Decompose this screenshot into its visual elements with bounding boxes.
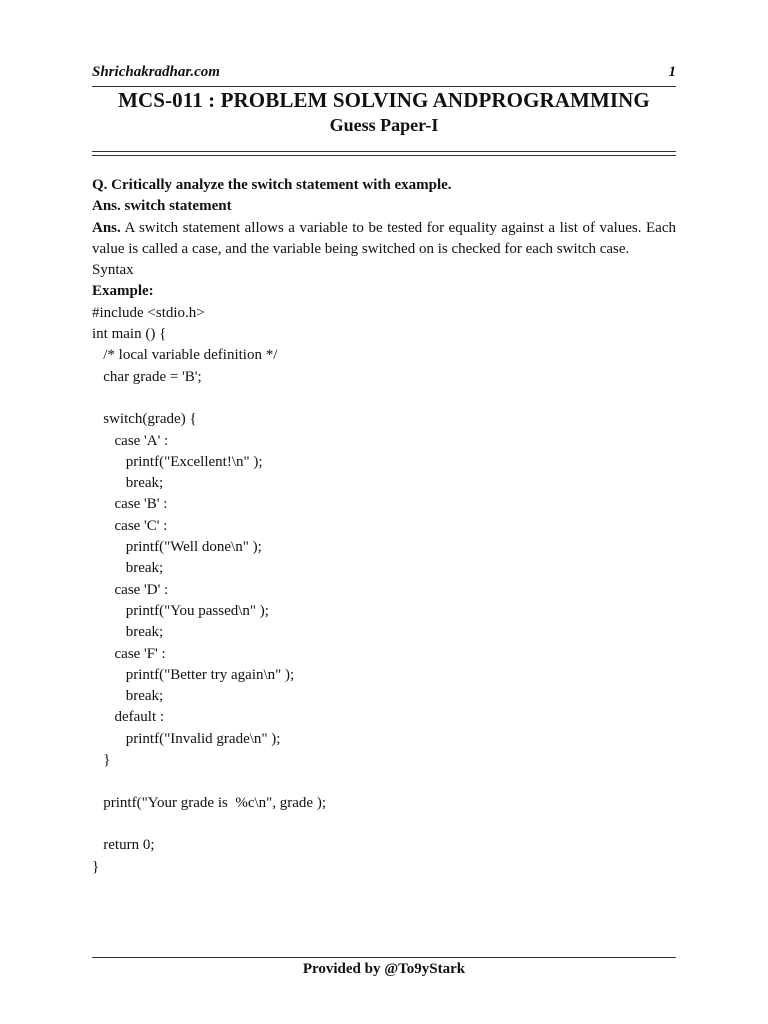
code-line: case 'F' :	[92, 645, 166, 662]
code-line: printf("Excellent!\n" );	[92, 453, 263, 470]
code-line: printf("Well done\n" );	[92, 539, 262, 556]
page-number: 1	[668, 64, 676, 80]
site-name: Shrichakradhar.com	[92, 64, 220, 80]
footer-divider	[92, 957, 676, 958]
document-subtitle: Guess Paper-I	[329, 115, 439, 135]
title-divider	[92, 151, 676, 156]
code-line	[92, 771, 676, 792]
document-title: MCS-011 : PROBLEM SOLVING ANDPROGRAMMING	[118, 88, 650, 112]
running-header	[92, 64, 676, 84]
code-line: char grade = 'B';	[92, 368, 202, 385]
code-line: break;	[92, 688, 164, 705]
code-line: printf("You passed\n" );	[92, 602, 269, 619]
code-line: }	[92, 752, 111, 769]
code-line: #include <stdio.h>	[92, 304, 205, 321]
syntax-label: Syntax	[92, 262, 134, 279]
footer-credit: Provided by @To9yStark	[302, 961, 466, 977]
code-line: printf("Better try again\n" );	[92, 666, 295, 683]
answer-paragraph	[92, 218, 676, 261]
code-line	[92, 814, 676, 835]
code-line: case 'B' :	[92, 496, 168, 513]
code-line	[92, 388, 676, 409]
answer-text: A switch statement allows a variable to be tested for equality against a list of values. Each value is called a case, and the variable being switched on is checked for each switch case.	[92, 219, 676, 257]
code-line: default :	[92, 709, 165, 726]
code-line: break;	[92, 475, 164, 492]
code-line: break;	[92, 624, 164, 641]
code-line: int main () {	[92, 326, 167, 343]
example-label: Example:	[92, 283, 154, 300]
code-line: switch(grade) {	[92, 411, 197, 428]
answer-label: Ans.	[92, 219, 121, 236]
code-block	[92, 303, 676, 878]
answer-heading: Ans. switch statement	[92, 198, 232, 215]
document-body	[92, 175, 676, 878]
code-line: case 'D' :	[92, 581, 169, 598]
code-line: case 'C' :	[92, 517, 168, 534]
code-line: }	[92, 858, 100, 875]
code-line: printf("Your grade is %c\n", grade );	[92, 794, 327, 811]
code-line: return 0;	[92, 837, 155, 854]
code-line: printf("Invalid grade\n" );	[92, 730, 281, 747]
code-line: break;	[92, 560, 164, 577]
question-text: Q. Critically analyze the switch statement with example.	[92, 177, 452, 193]
code-line: case 'A' :	[92, 432, 169, 449]
code-line: /* local variable definition */	[92, 347, 278, 364]
header-divider	[92, 86, 676, 87]
